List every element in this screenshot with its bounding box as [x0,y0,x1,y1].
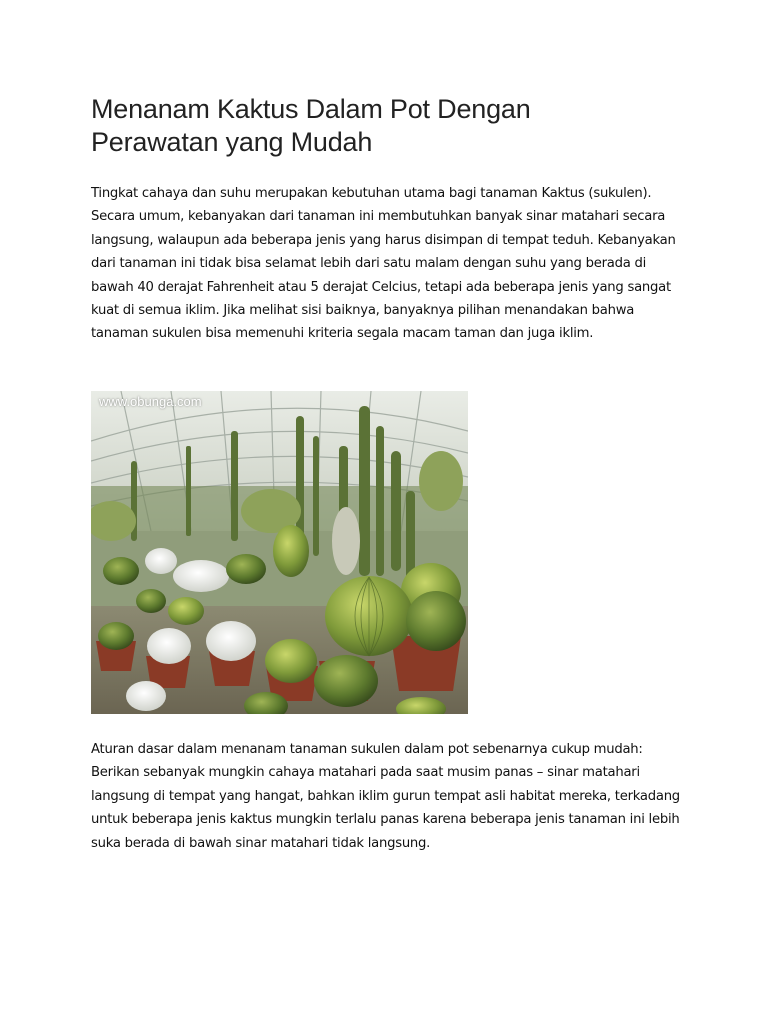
photo-watermark: www.obunga.com [99,394,202,409]
paragraph-care-rules: Aturan dasar dalam menanam tanaman sukulen dalam pot sebenarnya cukup mudah: Berikan sebanyak mungkin cahaya matahari pada saat musim panas – sinar matahari langsung di tempat yang hangat, bahkan iklim gurun tempat asli habitat mereka, terkadang untuk beberapa jenis kaktus mungkin terlalu panas karena beberapa jenis tanaman ini lebih suka berada di bawah sinar matahari tidak langsung. [91,742,680,851]
title-line-1: Menanam Kaktus Dalam Pot Dengan [91,94,531,124]
title-line-2: Perawatan yang Mudah [91,127,373,157]
paragraph-intro: Tingkat cahaya dan suhu merupakan kebutuhan utama bagi tanaman Kaktus (sukulen). Secara umum, kebanyakan dari tanaman ini membutuhkan banyak sinar matahari secara langsung, walaupun ada beberapa jenis yang harus disimpan di tempat teduh. Kebanyakan dari tanaman ini tidak bisa selamat lebih dari satu malam dengan suhu yang berada di bawah 40 derajat Fahrenheit atau 5 derajat Celcius, tetapi ada beberapa jenis yang sangat kuat di semua iklim. Jika melihat sisi baiknya, banyaknya pilihan menandakan bahwa tanaman sukulen bisa memenuhi kriteria segala macam taman dan juga iklim. [91,186,676,342]
page-title [91,93,651,159]
cactus-greenhouse-photo [91,391,468,714]
photo-illustration [91,391,468,714]
